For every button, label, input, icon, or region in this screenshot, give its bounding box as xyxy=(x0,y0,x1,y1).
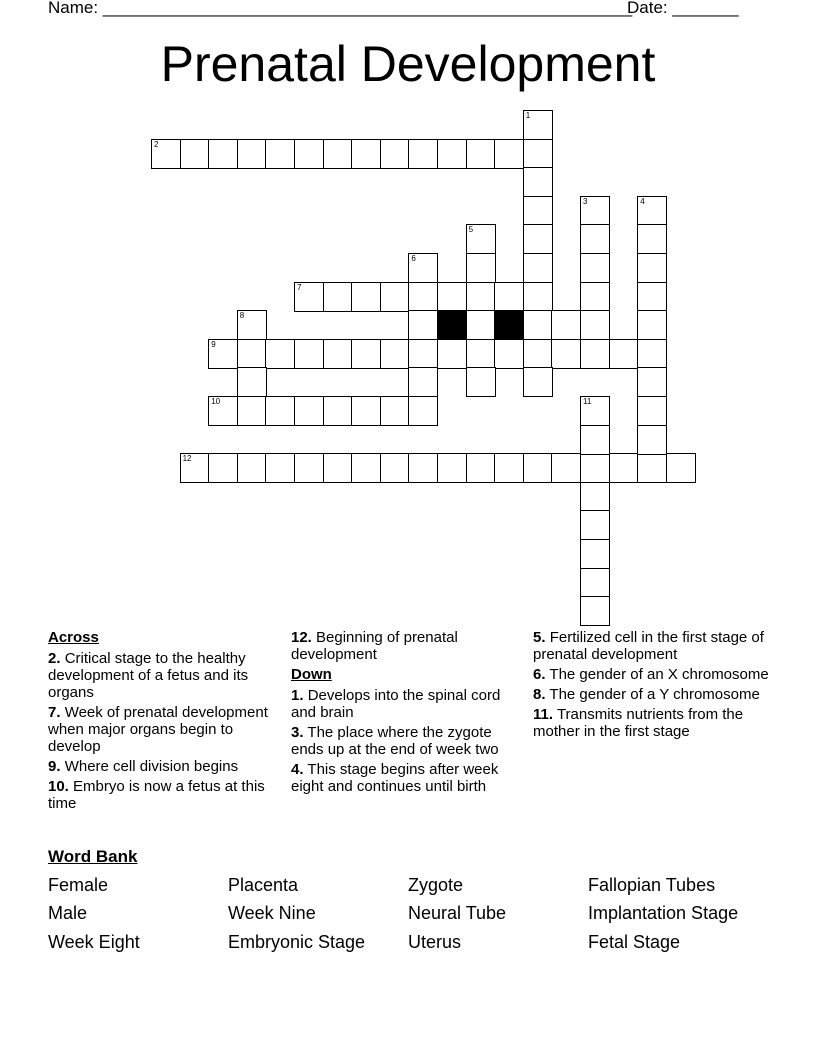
grid-cell[interactable] xyxy=(523,339,553,369)
black-square xyxy=(437,310,467,340)
clue-text: The gender of an X chromosome xyxy=(549,666,769,683)
word-bank-item: Implantation Stage xyxy=(588,903,739,923)
clue-number: 8. xyxy=(533,686,546,703)
grid-cell[interactable] xyxy=(637,253,667,283)
clues-column-1 xyxy=(48,629,284,815)
down-heading: Down xyxy=(291,666,332,683)
grid-cell[interactable] xyxy=(580,339,610,369)
across-clue-9 xyxy=(48,758,284,775)
clue-number-label: 4 xyxy=(640,196,645,206)
grid-cell[interactable] xyxy=(408,253,438,283)
grid-cell[interactable] xyxy=(580,425,610,455)
clue-number-label: 12 xyxy=(182,454,192,464)
clue-text: Beginning of prenatal development xyxy=(291,629,458,663)
grid-cell[interactable] xyxy=(551,310,581,340)
grid-cell[interactable] xyxy=(351,339,381,369)
grid-cell[interactable] xyxy=(380,453,410,483)
grid-cell[interactable] xyxy=(265,139,295,169)
grid-cell[interactable] xyxy=(523,167,553,197)
grid-cell[interactable] xyxy=(580,510,610,540)
grid-cell[interactable] xyxy=(408,453,438,483)
clue-number: 5. xyxy=(533,629,546,646)
grid-cell[interactable] xyxy=(580,224,610,254)
down-clue-8 xyxy=(533,686,769,703)
grid-cell[interactable] xyxy=(294,453,324,483)
clue-number-label: 7 xyxy=(297,282,302,292)
clue-number: 4. xyxy=(291,761,304,778)
grid-cell[interactable] xyxy=(408,339,438,369)
grid-cell[interactable] xyxy=(408,310,438,340)
grid-cell[interactable] xyxy=(637,367,667,397)
clue-number: 12. xyxy=(291,629,312,646)
grid-cell[interactable] xyxy=(294,139,324,169)
word-bank-item: Placenta xyxy=(228,875,299,895)
grid-cell[interactable] xyxy=(494,453,524,483)
down-clue-1 xyxy=(291,687,525,721)
grid-cell[interactable] xyxy=(580,282,610,312)
grid-cell[interactable] xyxy=(437,139,467,169)
grid-cell[interactable] xyxy=(265,453,295,483)
grid-cell[interactable] xyxy=(466,282,496,312)
grid-cell[interactable] xyxy=(237,310,267,340)
grid-cell[interactable] xyxy=(637,310,667,340)
grid-cell[interactable] xyxy=(408,139,438,169)
word-bank-item: Neural Tube xyxy=(408,903,507,923)
grid-cell[interactable] xyxy=(351,453,381,483)
grid-cell[interactable] xyxy=(351,282,381,312)
grid-cell[interactable] xyxy=(437,453,467,483)
grid-cell[interactable] xyxy=(580,310,610,340)
clue-number-label: 2 xyxy=(154,139,159,149)
word-bank-item: Female xyxy=(48,875,109,895)
grid-cell[interactable] xyxy=(351,396,381,426)
grid-cell[interactable] xyxy=(151,139,181,169)
grid-cell[interactable] xyxy=(523,367,553,397)
grid-cell[interactable] xyxy=(265,396,295,426)
clue-text: Transmits nutrients from the mother in the first stage xyxy=(533,706,744,740)
word-bank-item: Week Nine xyxy=(228,903,316,923)
grid-cell[interactable] xyxy=(580,196,610,226)
clue-number-label: 8 xyxy=(239,311,245,321)
black-square xyxy=(494,310,524,340)
word-bank-item: Zygote xyxy=(408,875,464,895)
grid-cell[interactable] xyxy=(466,310,496,340)
grid-cell[interactable] xyxy=(637,339,667,369)
grid-cell[interactable] xyxy=(466,453,496,483)
grid-cell[interactable] xyxy=(323,396,353,426)
word-bank-item: Embryonic Stage xyxy=(228,932,366,952)
grid-cell[interactable] xyxy=(351,139,381,169)
grid-cell[interactable] xyxy=(237,367,267,397)
down-clue-6 xyxy=(533,666,769,683)
clue-text: Critical stage to the healthy development of a fetus and its organs xyxy=(48,650,249,701)
down-clue-11 xyxy=(533,706,769,740)
clue-text: The place where the zygote ends up at the end of week two xyxy=(291,724,499,758)
grid-cell[interactable] xyxy=(494,282,524,312)
clue-number-label: 10 xyxy=(211,397,221,406)
clue-number: 9. xyxy=(48,758,61,775)
grid-cell[interactable] xyxy=(237,396,267,426)
across-clue-2 xyxy=(48,650,284,701)
grid-cell[interactable] xyxy=(466,139,496,169)
grid-cell[interactable] xyxy=(237,453,267,483)
grid-cell[interactable] xyxy=(523,253,553,283)
clue-text: Week of prenatal development when major organs begin to develop xyxy=(48,704,268,755)
grid-cell[interactable] xyxy=(408,396,438,426)
clues-column-2 xyxy=(291,629,525,798)
grid-cell[interactable] xyxy=(523,196,553,226)
grid-cell[interactable] xyxy=(609,453,639,483)
grid-cell[interactable] xyxy=(466,339,496,369)
clue-number-label: 9 xyxy=(211,339,216,349)
across-clue-10 xyxy=(48,778,284,812)
grid-cell[interactable] xyxy=(323,282,353,312)
clue-number-label: 11 xyxy=(583,397,592,406)
grid-cell[interactable] xyxy=(208,339,238,369)
clue-text: The gender of a Y chromosome xyxy=(549,686,760,703)
grid-cell[interactable] xyxy=(437,282,467,312)
grid-cell[interactable] xyxy=(208,396,238,426)
date-field[interactable]: Date: _______ xyxy=(627,0,739,17)
grid-cell[interactable] xyxy=(237,139,267,169)
grid-cell[interactable] xyxy=(580,482,610,512)
word-bank-item: Fallopian Tubes xyxy=(588,875,716,895)
grid-cell[interactable] xyxy=(523,282,553,312)
grid-cell[interactable] xyxy=(466,367,496,397)
grid-cell[interactable] xyxy=(580,396,610,426)
word-bank-title: Word Bank xyxy=(48,847,138,866)
down-clue-4 xyxy=(291,761,525,795)
page-title: Prenatal Development xyxy=(160,36,656,92)
grid-cell[interactable] xyxy=(265,339,295,369)
grid-cell[interactable] xyxy=(580,596,610,626)
grid-cell[interactable] xyxy=(294,396,324,426)
clue-text: Develops into the spinal cord and brain xyxy=(291,687,501,721)
clue-number: 7. xyxy=(48,704,61,721)
grid-cell[interactable] xyxy=(180,453,210,483)
grid-cell[interactable] xyxy=(294,339,324,369)
grid-cell[interactable] xyxy=(609,339,639,369)
grid-cell[interactable] xyxy=(208,139,238,169)
grid-cell[interactable] xyxy=(494,339,524,369)
clue-number: 2. xyxy=(48,650,61,667)
grid-cell[interactable] xyxy=(523,453,553,483)
grid-cell[interactable] xyxy=(580,453,610,483)
clue-text: Fertilized cell in the first stage of prenatal development xyxy=(533,629,764,663)
grid-cell[interactable] xyxy=(237,339,267,369)
clue-number: 3. xyxy=(291,724,304,741)
clue-number: 6. xyxy=(533,666,546,683)
grid-cell[interactable] xyxy=(580,568,610,598)
grid-cell[interactable] xyxy=(466,253,496,283)
clue-number-label: 5 xyxy=(468,225,474,235)
grid-cell[interactable] xyxy=(523,224,553,254)
clue-number-label: 3 xyxy=(583,196,588,206)
grid-cell[interactable] xyxy=(466,224,496,254)
grid-cell[interactable] xyxy=(294,282,324,312)
grid-cell[interactable] xyxy=(523,110,553,140)
grid-cell[interactable] xyxy=(180,139,210,169)
grid-cell[interactable] xyxy=(380,139,410,169)
clue-number-label: 6 xyxy=(411,254,416,263)
grid-cell[interactable] xyxy=(323,339,353,369)
word-bank-item: Uterus xyxy=(408,932,462,952)
word-bank-item: Male xyxy=(48,903,88,923)
grid-cell[interactable] xyxy=(666,453,696,483)
grid-cell[interactable] xyxy=(408,367,438,397)
grid-cell[interactable] xyxy=(523,139,553,169)
grid-cell[interactable] xyxy=(380,396,410,426)
grid-cell[interactable] xyxy=(637,453,667,483)
grid-cell[interactable] xyxy=(208,453,238,483)
grid-cell[interactable] xyxy=(380,339,410,369)
clue-number-label: 1 xyxy=(525,111,531,120)
grid-cell[interactable] xyxy=(380,282,410,312)
down-clue-3 xyxy=(291,724,525,758)
grid-cell[interactable] xyxy=(637,224,667,254)
clue-number: 1. xyxy=(291,687,304,704)
grid-cell[interactable] xyxy=(551,453,581,483)
clue-number: 11. xyxy=(533,706,554,723)
word-bank-item: Fetal Stage xyxy=(588,932,681,952)
clue-text: This stage begins after week eight and continues until birth xyxy=(291,761,499,795)
down-clue-5 xyxy=(533,629,769,663)
grid-cell[interactable] xyxy=(637,282,667,312)
grid-cell[interactable] xyxy=(408,282,438,312)
clue-number: 10. xyxy=(48,778,69,795)
across-heading: Across xyxy=(48,629,99,646)
word-bank-item: Week Eight xyxy=(48,932,140,952)
across-clue-12 xyxy=(291,629,525,663)
clues-column-3 xyxy=(533,629,769,743)
clue-text: Embryo is now a fetus at this time xyxy=(48,778,265,812)
across-clue-7 xyxy=(48,704,284,755)
grid-cell[interactable] xyxy=(637,425,667,455)
grid-cell[interactable] xyxy=(551,339,581,369)
grid-cell[interactable] xyxy=(580,253,610,283)
grid-cell[interactable] xyxy=(637,396,667,426)
grid-cell[interactable] xyxy=(323,139,353,169)
grid-cell[interactable] xyxy=(323,453,353,483)
grid-cell[interactable] xyxy=(437,339,467,369)
grid-cell[interactable] xyxy=(580,539,610,569)
grid-cell[interactable] xyxy=(637,196,667,226)
clue-text: Where cell division begins xyxy=(64,758,239,775)
name-field[interactable]: Name: ________________________________________________________ xyxy=(48,0,633,17)
grid-cell[interactable] xyxy=(494,139,524,169)
grid-cell[interactable] xyxy=(523,310,553,340)
